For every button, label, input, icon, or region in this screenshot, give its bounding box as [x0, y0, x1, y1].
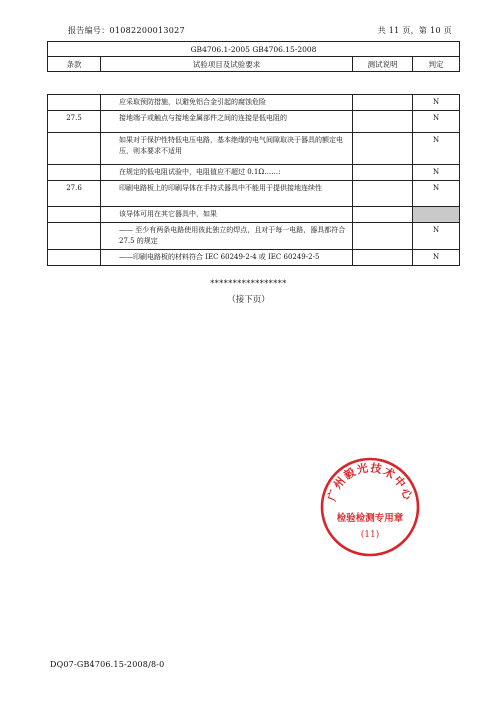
table-row — [48, 165, 460, 181]
report-number: 报告编号：01082200013027 — [68, 26, 185, 35]
requirement-cell — [101, 223, 353, 250]
page-info: 共 11 页，第 10 页 — [377, 26, 452, 35]
verdict-cell: N — [413, 111, 460, 133]
result-cell — [353, 111, 413, 133]
col-verdict-header: 判定 — [413, 57, 460, 72]
table-row — [48, 133, 460, 165]
clause-cell: 27.6 — [48, 181, 101, 207]
verdict-cell: N — [413, 181, 460, 207]
clause-cell — [48, 223, 101, 250]
table-row — [48, 250, 460, 266]
clause-cell — [48, 95, 101, 111]
requirement-cell — [101, 95, 353, 111]
table-row — [48, 111, 460, 133]
header-table — [47, 41, 460, 72]
requirement-text: ——印刷电路板的材料符合 IEC 60249-2-4 或 IEC 60249-2-5 — [119, 253, 320, 261]
clause-cell — [48, 250, 101, 266]
requirement-cell — [101, 181, 353, 207]
svg-text:广州毅光技术中心: 广州毅光技术中心 — [325, 461, 415, 503]
table-row — [48, 223, 460, 250]
col-item-header: 试验项目及试验要求 — [101, 57, 353, 72]
requirement-text: 接地端子或触点与接地金属部件之间的连接是低电阻的 — [119, 114, 287, 122]
verdict-cell: N — [413, 250, 460, 266]
standard-title: GB4706.1-2005 GB4706.15-2008 — [48, 42, 460, 57]
test-items-table — [47, 94, 460, 266]
requirement-text: 印刷电路板上的印刷导体在手持式器具中不能用于提供接地连续性 — [119, 184, 322, 192]
svg-text:(11): (11) — [360, 530, 380, 540]
table-row — [48, 207, 460, 223]
table-row — [48, 181, 460, 207]
requirement-text: 在规定的低电阻试验中，电阻值应不超过 0.1Ω……: — [119, 168, 281, 176]
clause-cell — [48, 207, 101, 223]
requirement-cell — [101, 111, 353, 133]
requirement-cell — [101, 207, 353, 223]
clause-cell — [48, 165, 101, 181]
result-cell — [353, 165, 413, 181]
end-mark: ***************** — [210, 279, 287, 288]
verdict-cell: N — [413, 165, 460, 181]
official-seal — [318, 455, 422, 559]
table-row — [48, 95, 460, 111]
svg-text:检验检测专用章: 检验检测专用章 — [336, 513, 404, 524]
result-cell — [353, 133, 413, 165]
verdict-cell: N — [413, 95, 460, 111]
col-clause-header: 条款 — [48, 57, 101, 72]
result-cell — [353, 95, 413, 111]
requirement-text: 该导体可用在其它器具中，如果 — [119, 210, 217, 218]
verdict-cell: N — [413, 133, 460, 165]
col-result-header: 测试说明 — [353, 57, 413, 72]
requirement-cell — [101, 250, 353, 266]
result-cell — [353, 223, 413, 250]
clause-cell — [48, 133, 101, 165]
result-cell — [353, 207, 413, 223]
verdict-cell: N — [413, 223, 460, 250]
requirement-text: 应采取预防措施，以避免铝合金引起的腐蚀危险 — [119, 98, 266, 106]
continued-note: （接下页） — [227, 295, 270, 305]
result-cell — [353, 250, 413, 266]
requirement-text: 如果对于保护性特低电压电路，基本绝缘的电气间隙取决于器具的额定电压，则本要求不适用 — [119, 136, 343, 155]
requirement-text: —— 至少有两条电路使用彼此独立的焊点，且对于每一电路，器具都符合 27.5 的规定 — [119, 226, 346, 245]
form-code: DQ07-GB4706.15-2008/8-0 — [50, 660, 165, 669]
verdict-cell — [413, 207, 460, 223]
clause-cell: 27.5 — [48, 111, 101, 133]
requirement-cell — [101, 133, 353, 165]
requirement-cell — [101, 165, 353, 181]
result-cell — [353, 181, 413, 207]
